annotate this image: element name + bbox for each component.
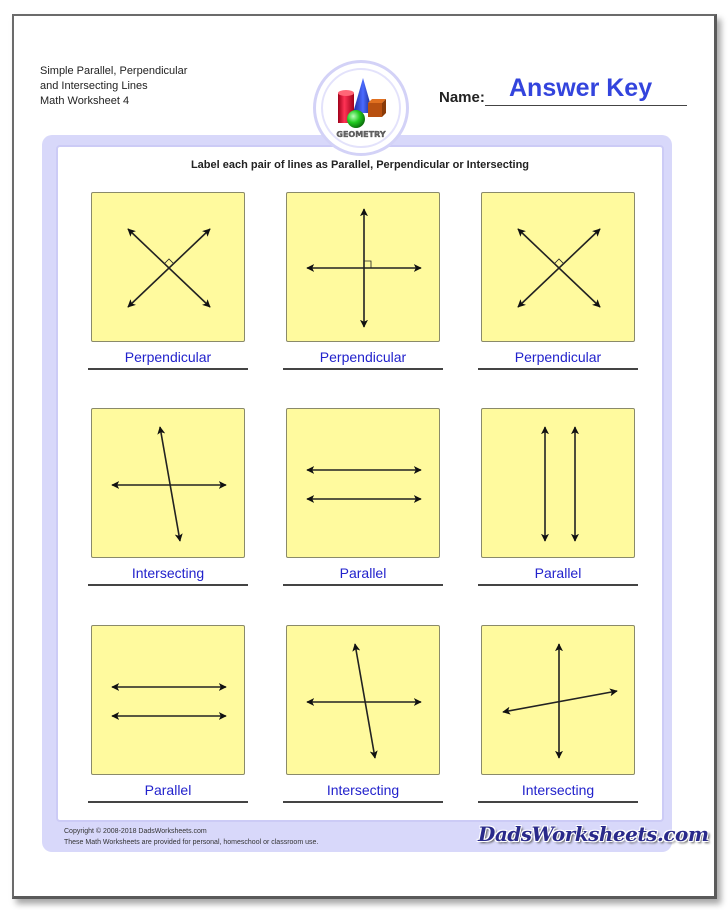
- figure-box: [286, 625, 440, 775]
- intersecting-lines-icon: [92, 409, 246, 559]
- figure-box: [91, 408, 245, 558]
- dadsworksheets-logo: DadsWorksheets.com: [478, 822, 709, 846]
- figure-box: [91, 192, 245, 342]
- answer-line[interactable]: [283, 368, 443, 370]
- answer-line[interactable]: [88, 368, 248, 370]
- answer-text: Intersecting: [326, 782, 400, 798]
- parallel-lines-icon: [287, 409, 441, 559]
- footer-copyright: [64, 826, 318, 848]
- answer-line[interactable]: [283, 801, 443, 803]
- worksheet-title: [40, 64, 187, 109]
- problem-6: [478, 408, 638, 594]
- answer-text: Intersecting: [521, 782, 595, 798]
- problem-8: [283, 625, 443, 811]
- figure-box: [286, 192, 440, 342]
- answer-text: Perpendicular: [319, 349, 407, 365]
- parallel-lines-icon: [92, 626, 246, 776]
- intersecting-lines-icon: [287, 626, 441, 776]
- answer-line[interactable]: [88, 801, 248, 803]
- answer-text: Parallel: [534, 565, 582, 581]
- title-line-1: Simple Parallel, Perpendicular: [40, 65, 188, 77]
- geometry-logo: [313, 60, 409, 156]
- geometry-shapes-icon: [316, 63, 406, 153]
- problem-3: [478, 192, 638, 378]
- problem-5: [283, 408, 443, 594]
- figure-box: [286, 408, 440, 558]
- figure-box: [91, 625, 245, 775]
- title-line-2: and Intersecting Lines: [40, 80, 148, 92]
- parallel-lines-icon: [482, 409, 636, 559]
- figure-box: [481, 408, 635, 558]
- perpendicular-lines-icon: [482, 193, 636, 343]
- figure-box: [481, 625, 635, 775]
- answer-text: Intersecting: [131, 565, 205, 581]
- problem-2: [283, 192, 443, 378]
- answer-line[interactable]: [478, 584, 638, 586]
- answer-line[interactable]: [478, 801, 638, 803]
- answer-line[interactable]: [88, 584, 248, 586]
- intersecting-lines-icon: [482, 626, 636, 776]
- answer-line[interactable]: [478, 368, 638, 370]
- problem-9: [478, 625, 638, 811]
- problem-1: [88, 192, 248, 378]
- svg-text:GEOMETRY: GEOMETRY: [336, 130, 386, 139]
- name-underline: [485, 105, 687, 106]
- usage-text: These Math Worksheets are provided for personal, homeschool or classroom use.: [64, 839, 319, 846]
- copyright-text: Copyright © 2008-2018 DadsWorksheets.com: [64, 828, 207, 835]
- perpendicular-lines-icon: [92, 193, 246, 343]
- figure-box: [481, 192, 635, 342]
- title-line-3: Math Worksheet 4: [40, 95, 130, 107]
- perpendicular-lines-icon: [287, 193, 441, 343]
- name-label: Name:: [439, 89, 485, 106]
- instructions: Label each pair of lines as Parallel, Perpendicular or Intersecting: [190, 159, 530, 171]
- answer-key-label: Answer Key: [509, 74, 653, 102]
- answer-line[interactable]: [283, 584, 443, 586]
- name-field: [439, 74, 689, 108]
- answer-text: Perpendicular: [124, 349, 212, 365]
- answer-text: Parallel: [339, 565, 387, 581]
- answer-text: Perpendicular: [514, 349, 602, 365]
- answer-text: Parallel: [144, 782, 192, 798]
- problem-4: [88, 408, 248, 594]
- problem-7: [88, 625, 248, 811]
